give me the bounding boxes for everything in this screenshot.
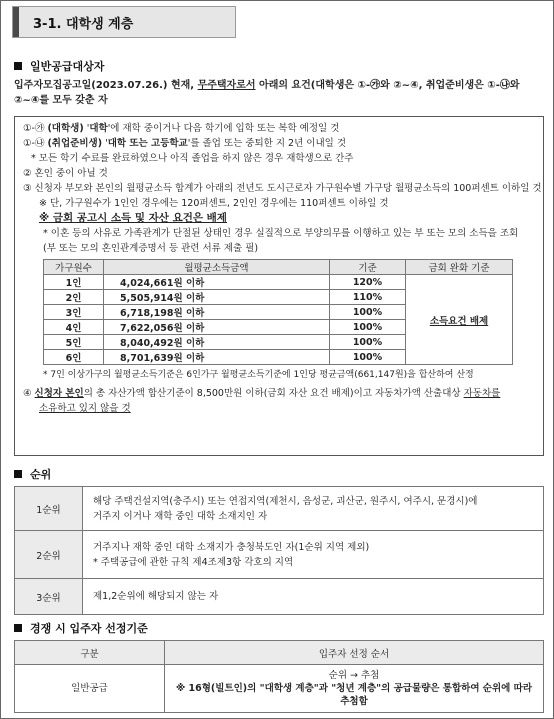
req-text: '에 재학 중이거나 다음 학기에 입학 또는 복학 예정일 것	[107, 123, 340, 134]
req-assets-cont: 소유하고 있지 않을 것	[39, 403, 131, 414]
rank-description	[83, 531, 544, 579]
cell-percent: 100%	[330, 320, 406, 335]
th-household: 가구원수	[44, 260, 104, 275]
cell-percent: 100%	[330, 350, 406, 365]
req-bold: 대학 또는 고등학교	[107, 138, 188, 149]
eligibility-intro	[14, 78, 542, 108]
th-category: 구분	[15, 641, 165, 665]
cell-income: 5,505,914원 이하	[104, 290, 330, 305]
req-underlined: 자동차를	[463, 388, 501, 399]
req-bold: 대학	[89, 123, 108, 134]
rank-label: 2순위	[15, 531, 83, 579]
income-table	[43, 259, 513, 365]
section-heading-selection	[14, 620, 148, 636]
selection-line: 순위 → 추첨	[328, 670, 380, 681]
intro-text: 입주자모집공고일(2023.07.26.) 현재,	[14, 80, 198, 91]
table-row	[44, 275, 513, 290]
cell-percent: 110%	[330, 290, 406, 305]
section-heading-text: 순위	[30, 468, 52, 481]
req-note-enrollment: * 모든 학기 수료를 완료하였으나 아직 졸업을 하지 않은 경우 재학생으로 간주	[31, 153, 354, 164]
section-title-bar	[12, 6, 236, 38]
intro-text: 아래의 요건(대학생은 ①-㉮와 ②~④, 취업준비생은 ①-㉯와	[255, 80, 520, 91]
req-prefix: ①-㉯	[23, 138, 48, 149]
rank-line: 해당 주택건설지역(충주시) 또는 연접지역(제천시, 음성군, 괴산군, 원주시, 여주시, 문경시)에	[93, 495, 478, 507]
section-heading-text: 일반공급대상자	[30, 60, 105, 73]
req-student	[23, 121, 535, 136]
req-prefix: ①-㉮	[23, 123, 48, 134]
req-prefix: ④	[23, 388, 35, 399]
cell-income: 8,040,492원 이하	[104, 335, 330, 350]
rank-line: 제1,2순위에 해당되지 않는 자	[93, 591, 219, 602]
rank-description	[83, 579, 544, 615]
title-accent	[13, 7, 19, 37]
cell-household: 2인	[44, 290, 104, 305]
rank-line: * 주택공급에 관한 규칙 제4조제3항 각호의 지역	[93, 556, 294, 568]
ranking-table	[14, 486, 544, 615]
requirements-box	[14, 116, 544, 456]
req-divorce-note: * 이혼 등의 사유로 가족관계가 단절된 상태인 경우 실질적으로 부양의무를 이행하고 있는 부 또는 모의 소득을 조회	[43, 228, 519, 239]
cell-income: 8,701,639원 이하	[104, 350, 330, 365]
th-standard: 기준	[330, 260, 406, 275]
req-assets	[23, 386, 535, 401]
th-income: 월평균소득금액	[104, 260, 330, 275]
table-row	[15, 531, 544, 579]
req-income-note: ※ 단, 가구원수가 1인인 경우에는 120퍼센트, 2인인 경우에는 110퍼센트 이하일 것	[39, 198, 389, 209]
th-selection-order: 입주자 선정 순서	[165, 641, 544, 665]
rank-label: 1순위	[15, 487, 83, 531]
req-text: '를 졸업 또는 중퇴한 지 2년 이내일 것	[187, 138, 346, 149]
rank-description	[83, 487, 544, 531]
section-heading-text: 경쟁 시 입주자 선정기준	[30, 622, 148, 635]
req-unmarried: ② 혼인 중이 아닐 것	[23, 168, 108, 179]
req-text: '	[102, 138, 108, 149]
cell-income: 6,718,198원 이하	[104, 305, 330, 320]
intro-line-1	[14, 78, 542, 93]
req-exemption: ※ 금회 공고시 소득 및 자산 요건은 배제	[39, 212, 227, 224]
cell-household: 1인	[44, 275, 104, 290]
cell-household: 5인	[44, 335, 104, 350]
page-title: 3-1. 대학생 계층	[33, 16, 134, 32]
req-bold: (취업준비생)	[47, 138, 103, 149]
cell-income: 4,024,661원 이하	[104, 275, 330, 290]
selection-header	[15, 641, 544, 665]
rank-label: 3순위	[15, 579, 83, 615]
square-bullet-icon	[14, 624, 22, 632]
cell-selection-order	[165, 665, 544, 713]
cell-relaxed-standard: 소득요건 배제	[406, 275, 513, 365]
section-heading-eligibility	[14, 58, 104, 74]
intro-underlined: 무주택자로서	[197, 80, 256, 91]
th-relaxed: 금회 완화 기준	[406, 260, 513, 275]
cell-percent: 100%	[330, 335, 406, 350]
req-text: '	[83, 123, 90, 134]
cell-household: 6인	[44, 350, 104, 365]
rank-line: 거주지나 재학 중인 대학 소재지가 충청북도인 자(1순위 지역 제외)	[93, 541, 370, 553]
req-job-seeker	[23, 136, 535, 151]
req-documents-note: (부 또는 모의 혼인관계증명서 등 관련 서류 제출 필)	[43, 243, 259, 254]
cell-percent: 120%	[330, 275, 406, 290]
table-row	[15, 665, 544, 713]
income-table-header	[44, 260, 513, 275]
req-bold: (대학생)	[47, 123, 84, 134]
req-large-household-note: * 7인 이상가구의 월평균소득기준은 6인가구 월평균소득기준에 1인당 평균금액(661,147원)을 합산하여 산정	[43, 370, 474, 380]
intro-line-2: ②~④를 모두 갖춘 자	[14, 95, 108, 106]
cell-category: 일반공급	[15, 665, 165, 713]
cell-income: 7,622,056원 이하	[104, 320, 330, 335]
cell-household: 3인	[44, 305, 104, 320]
selection-table	[14, 640, 544, 713]
req-text: 의 총 자산가액 합산기준이 8,500만원 이하(금회 자산 요건 배제)이고 자동차가액 산출대상	[83, 388, 464, 399]
square-bullet-icon	[14, 470, 22, 478]
table-row	[15, 579, 544, 615]
req-income: ③ 신청자 부모와 본인의 월평균소득 합계가 아래의 전년도 도시근로자 가구원수별 가구당 월평균소득의 100퍼센트 이하일 것	[23, 183, 542, 194]
selection-line: 추첨함	[340, 696, 368, 707]
section-heading-ranking	[14, 466, 51, 482]
square-bullet-icon	[14, 62, 22, 70]
cell-percent: 100%	[330, 305, 406, 320]
selection-line: ※ 16형(빌트인)의 "대학생 계층"과 "청년 계층"의 공급물량은 통합하여 순위에 따라	[175, 683, 532, 694]
table-row	[15, 487, 544, 531]
cell-household: 4인	[44, 320, 104, 335]
req-underlined: 신청자 본인	[34, 388, 84, 399]
rank-line: 거주지 이거나 재학 중인 대학 소재지인 자	[93, 510, 268, 522]
